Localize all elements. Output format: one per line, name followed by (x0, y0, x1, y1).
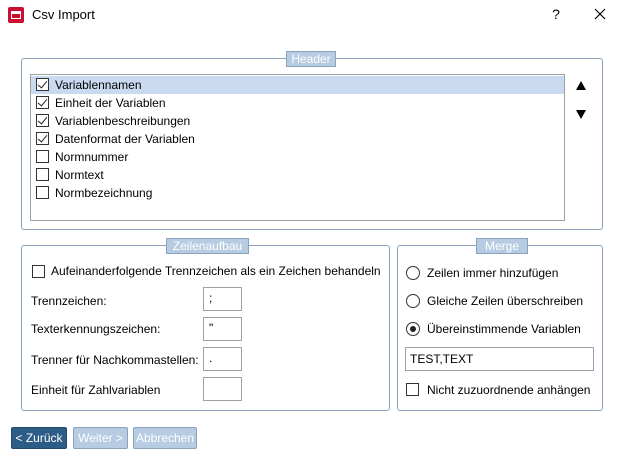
overwrite-equal-label: Gleiche Zeilen überschreiben (427, 294, 584, 308)
next-button[interactable]: Weiter > (73, 427, 128, 449)
radio-matching-variables[interactable] (406, 322, 420, 336)
unit-label: Einheit für Zahlvariablen (31, 383, 161, 397)
close-icon (590, 4, 610, 24)
text-qualifier-label: Texterkennungszeichen: (31, 322, 161, 336)
list-item[interactable] (31, 112, 564, 130)
checkbox[interactable] (36, 78, 49, 91)
back-button[interactable]: < Zurück (11, 427, 67, 449)
merge-legend: Merge (476, 238, 528, 254)
merge-delimiters-checkbox[interactable] (32, 265, 45, 278)
list-item-label: Normbezeichnung (55, 186, 153, 200)
cancel-button[interactable]: Abbrechen (133, 427, 197, 449)
text-qualifier-input[interactable]: " (203, 317, 242, 341)
close-button[interactable] (590, 4, 610, 24)
merge-delimiters-label: Aufeinanderfolgende Trennzeichen als ein Zeichen behandeln (51, 264, 381, 278)
header-fields-list[interactable] (30, 74, 565, 221)
checkbox[interactable] (36, 96, 49, 109)
checkbox[interactable] (36, 132, 49, 145)
checkbox[interactable] (36, 168, 49, 181)
list-item[interactable] (31, 130, 564, 148)
zeilenaufbau-legend: Zeilenaufbau (166, 238, 249, 254)
window-title: Csv Import (32, 7, 95, 22)
matching-variables-input[interactable]: TEST,TEXT (405, 347, 594, 371)
always-add-label: Zeilen immer hinzufügen (427, 266, 559, 280)
list-item-label: Datenformat der Variablen (55, 132, 195, 146)
move-up-arrow-icon[interactable] (576, 81, 586, 90)
list-item[interactable] (31, 76, 564, 94)
help-button[interactable]: ? (552, 6, 560, 22)
delimiter-input[interactable]: ; (203, 287, 242, 311)
unit-input[interactable] (203, 377, 242, 401)
list-item-label: Variablenbeschreibungen (55, 114, 191, 128)
move-down-arrow-icon[interactable] (576, 110, 586, 119)
delimiter-label: Trennzeichen: (31, 294, 107, 308)
list-item-label: Normnummer (55, 150, 129, 164)
title-bar (0, 0, 624, 30)
checkbox[interactable] (36, 150, 49, 163)
checkbox[interactable] (36, 186, 49, 199)
decimal-separator-input[interactable]: . (203, 347, 242, 371)
list-item-label: Normtext (55, 168, 104, 182)
append-unmatched-checkbox[interactable] (406, 383, 419, 396)
decimal-separator-label: Trenner für Nachkommastellen: (31, 353, 199, 367)
radio-overwrite-equal[interactable] (406, 294, 420, 308)
csv-import-app-icon (8, 7, 24, 23)
append-unmatched-label: Nicht zuzuordnende anhängen (427, 383, 591, 397)
list-item[interactable] (31, 94, 564, 112)
checkbox[interactable] (36, 114, 49, 127)
list-item-label: Variablennamen (55, 78, 142, 92)
list-item[interactable] (31, 184, 564, 202)
radio-always-add[interactable] (406, 266, 420, 280)
list-item-label: Einheit der Variablen (55, 96, 166, 110)
list-item[interactable] (31, 166, 564, 184)
list-item[interactable] (31, 148, 564, 166)
header-legend: Header (286, 51, 336, 67)
matching-variables-label: Übereinstimmende Variablen (427, 322, 581, 336)
